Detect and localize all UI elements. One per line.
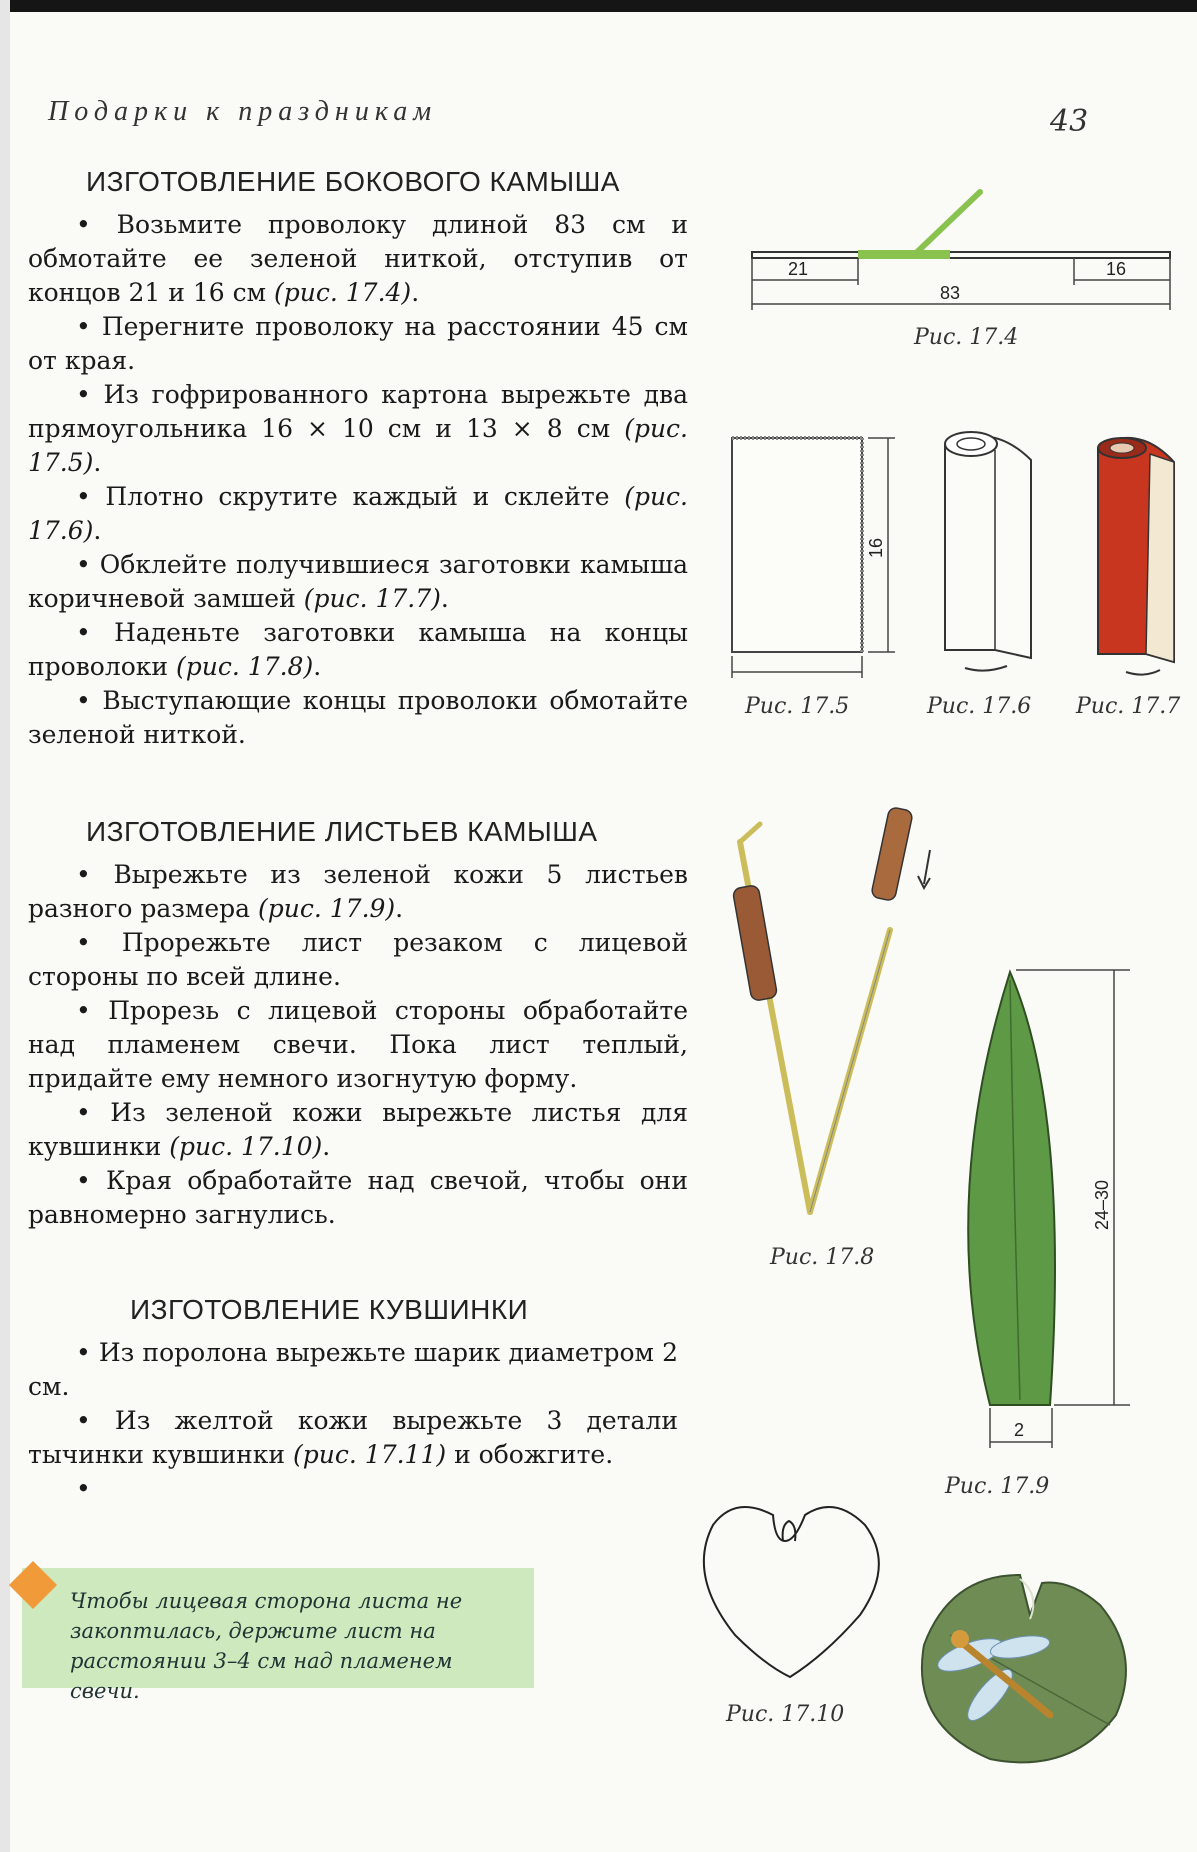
figure-17-7: [1090, 428, 1190, 678]
step: • Из гофрированного картона вырежьте два прямоугольника 16 × 10 см и 13 × 8 см (рис. 17.5).: [28, 378, 688, 480]
step: • Из поролона вырежьте шарик диаметром 2 см.: [28, 1336, 678, 1404]
figure-17-10: [695, 1485, 895, 1685]
step: • Прорежьте лист резаком с лицевой стороны по всей длине.: [28, 926, 688, 994]
caption-17-10: Рис. 17.10: [726, 1702, 845, 1727]
step: [28, 1472, 678, 1506]
step: • Обклейте получившиеся заготовки камыша коричневой замшей (рис. 17.7).: [28, 548, 688, 616]
step: • Края обработайте над свечой, чтобы они равномерно загнулись.: [28, 1164, 688, 1232]
step: • Из желтой кожи вырежьте 3 детали тычинки кувшинки (рис. 17.11) и обожгите.: [28, 1404, 678, 1472]
section-heading: ИЗГОТОВЛЕНИЕ ЛИСТЬЕВ КАМЫША: [86, 816, 598, 847]
figure-17-4: [740, 180, 1180, 320]
dim-16-height: 16: [866, 537, 886, 558]
step: • Перегните проволоку на расстоянии 45 см от края.: [28, 310, 688, 378]
step: • Плотно скрутите каждый и склейте (рис. 17.6).: [28, 480, 688, 548]
step: • Выступающие концы проволоки обмотайте зеленой ниткой.: [28, 684, 688, 752]
step: • Возьмите проволоку длиной 83 см и обмотайте ее зеленой ниткой, отступив от концов 21 и 16 см (рис. 17.4).: [28, 208, 688, 310]
tip-box: Чтобы лицевая сторона листа не закоптилась, держите лист на расстоянии 3–4 см над пламенем свечи.: [22, 1568, 534, 1688]
dim-21: 21: [788, 259, 809, 279]
page-top-edge: [0, 0, 1197, 12]
step: • Прорезь с лицевой стороны обработайте над пламенем свечи. Пока лист теплый, придайте ему немного изогнутую форму.: [28, 994, 688, 1096]
section-water-lily: [28, 1294, 678, 1506]
running-header: Подарки к праздникам: [48, 96, 438, 127]
section-heading: ИЗГОТОВЛЕНИЕ БОКОВОГО КАМЫША: [86, 166, 620, 197]
dim-16: 16: [1106, 259, 1127, 279]
section-side-reed: [28, 166, 688, 752]
dim-24-30: 24–30: [1092, 1179, 1112, 1230]
dim-83: 83: [940, 283, 961, 303]
step: • Вырежьте из зеленой кожи 5 листьев разного размера (рис. 17.9).: [28, 858, 688, 926]
step: • Наденьте заготовки камыша на концы проволоки (рис. 17.8).: [28, 616, 688, 684]
caption-17-5: Рис. 17.5: [745, 694, 850, 719]
caption-17-6: Рис. 17.6: [927, 694, 1032, 719]
figure-17-9: [950, 960, 1130, 1460]
page-number: 43: [1050, 104, 1089, 139]
caption-17-4: Рис. 17.4: [914, 325, 1019, 350]
figure-17-5: [720, 428, 900, 678]
step: • Из зеленой кожи вырежьте листья для кувшинки (рис. 17.10).: [28, 1096, 688, 1164]
caption-17-7: Рис. 17.7: [1076, 694, 1181, 719]
dim-2: 2: [1014, 1420, 1025, 1440]
caption-17-9: Рис. 17.9: [945, 1474, 1050, 1499]
figure-17-6: [935, 422, 1050, 682]
lily-pad-photo: [910, 1555, 1140, 1775]
page-left-edge: [0, 0, 10, 1852]
section-reed-leaves: [28, 816, 688, 1232]
section-heading: ИЗГОТОВЛЕНИЕ КУВШИНКИ: [130, 1294, 529, 1325]
figure-17-8: [730, 800, 950, 1230]
caption-17-8: Рис. 17.8: [770, 1245, 875, 1270]
